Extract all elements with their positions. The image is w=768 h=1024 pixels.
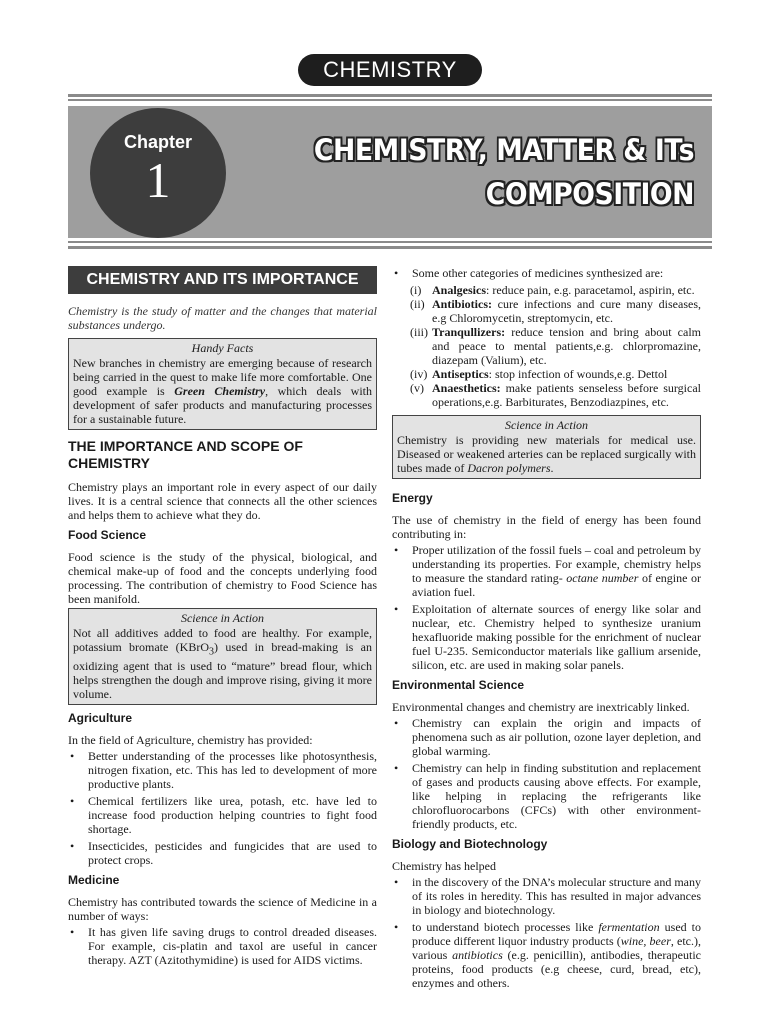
emphasis: Green Chemistry bbox=[174, 384, 266, 398]
chapter-number: 1 bbox=[145, 152, 171, 208]
term: Antibiotics: bbox=[432, 297, 492, 311]
category-item bbox=[410, 325, 701, 367]
list-item: • Exploitation of alternate sources of energy like solar and nuclear, etc. Chemistry helped to synthesize uranium hexafluoride making possible for the enrichment of nuclear fuel U-235. Semiconductor materials like gallium arsenide, silicon, etc. are used in making solar panels. bbox=[392, 602, 701, 672]
banner-rule bbox=[68, 94, 712, 97]
biology-heading: Biology and Biotechnology bbox=[392, 837, 548, 851]
emphasis: fermentation bbox=[598, 920, 660, 934]
text-run: cure infections and cure many diseases, e.g Chloromycetin, streptomycin, etc. bbox=[432, 297, 701, 325]
text-run: to understand biotech processes like bbox=[412, 920, 599, 934]
banner-rule bbox=[68, 241, 712, 243]
category-item bbox=[410, 367, 701, 381]
agriculture-intro: In the field of Agriculture, chemistry has provided: bbox=[68, 733, 313, 748]
text-run: : stop infection of wounds,e.g. Dettol bbox=[488, 367, 668, 381]
box-title: Science in Action bbox=[504, 418, 589, 432]
text-run: Not all additives added to food are healthy. For example, potassium bromate (KBrO bbox=[73, 626, 372, 654]
section-title: CHEMISTRY AND ITS IMPORTANCE bbox=[68, 266, 377, 294]
list-item: • in the discovery of the DNA’s molecular structure and many of its roles in heredity. This has resulted in major advances in biology and biotechnology. bbox=[392, 875, 701, 917]
agriculture-list bbox=[68, 749, 377, 867]
text-run: . bbox=[550, 461, 554, 475]
list-item: • Some other categories of medicines synthesized are: bbox=[392, 266, 701, 280]
right-column bbox=[392, 266, 701, 994]
energy-heading: Energy bbox=[392, 491, 433, 505]
energy-intro: The use of chemistry in the field of energy has been found contributing in: bbox=[392, 513, 701, 541]
category-item bbox=[410, 283, 701, 297]
medicine-heading: Medicine bbox=[68, 873, 120, 888]
emphasis: wine, beer bbox=[620, 934, 671, 948]
list-item: • It has given life saving drugs to control dreaded diseases. For example, cis-platin and taxol are useful in cancer therapy. AZT (Azitothymidine) is used for AIDS victims. bbox=[68, 925, 377, 967]
roman-numeral: (iii) bbox=[410, 325, 428, 339]
text-run: ) used in bread-making is an oxidizing agent that is used to “mature” bread flour, which helps strengthen the dough and improve rising, giving it more volume. bbox=[73, 640, 373, 702]
medical-science-box bbox=[392, 415, 701, 479]
list-item: • Insecticides, pesticides and fungicides that are used to protect crops. bbox=[68, 839, 377, 867]
text-run: , which deals with development of safer products and manufacturing processes for a sustainable future. bbox=[73, 384, 372, 426]
roman-numeral: (v) bbox=[410, 381, 424, 395]
food-heading: Food Science bbox=[68, 528, 147, 542]
chapter-title-line2: COMPOSITION bbox=[485, 177, 694, 211]
box-title: Handy Facts bbox=[191, 341, 254, 355]
text-run: : reduce pain, e.g. paracetamol, aspirin, etc. bbox=[486, 283, 695, 297]
text-run: reduce tension and bring about calm and peace to mental patients,e.g. chlorpromazine, diazepam (Valium), etc. bbox=[432, 325, 701, 367]
term: Antiseptics bbox=[432, 367, 489, 381]
environment-heading: Environmental Science bbox=[392, 678, 525, 692]
chapter-label: Chapter bbox=[123, 132, 192, 152]
environment-intro: Environmental changes and chemistry are inextricably linked. bbox=[392, 700, 690, 714]
left-column bbox=[68, 266, 377, 971]
chapter-title-line1: CHEMISTRY, MATTER & ITs bbox=[313, 133, 694, 167]
list-item: • Chemistry can explain the origin and impacts of phenomena such as air pollution, ozone layer depletion, and global warming. bbox=[392, 716, 701, 758]
environment-list bbox=[392, 716, 701, 831]
box-text bbox=[73, 356, 372, 426]
text-run: (e.g. penicillin), antibodies, therapeutic proteins, food products (e.g cheese, curd, bread, etc), enzymes and others. bbox=[412, 948, 701, 990]
text-run: New branches in chemistry are emerging because of research being carried in the quest to make life more comfortable. One good example is bbox=[73, 356, 372, 398]
list-item: • Chemical fertilizers like urea, potash, etc. have led to increase food production helping countries to fight food shortage. bbox=[68, 794, 377, 836]
box-text bbox=[397, 433, 696, 475]
category-item bbox=[410, 381, 701, 409]
emphasis: antibiotics bbox=[452, 948, 503, 962]
food-text: Food science is the study of the physical, biological, and chemical make-up of food and the concepts underlying food processing. The contribution of chemistry to Food Science has been manifold. bbox=[68, 550, 377, 606]
banner-rule bbox=[68, 99, 712, 101]
list-item: • Chemistry can help in finding substitution and replacement of gases and products causing above effects. For example, like helping in replacing the refrigerants like chlorofluorocarbons (CFCs) with other environment-friendly products, etc. bbox=[392, 761, 701, 831]
chapter-title bbox=[308, 128, 694, 216]
chapter-badge bbox=[90, 108, 226, 238]
text-run: Chemistry is providing new materials for medical use. Diseased or weakened arteries can be replaced surgically with tubes made of bbox=[397, 433, 696, 475]
roman-numeral: (iv) bbox=[410, 367, 428, 381]
medicine-intro: Chemistry has contributed towards the science of Medicine in a number of ways: bbox=[68, 895, 377, 924]
list-item: • Better understanding of the processes like photosynthesis, nitrogen fixation, etc. This has led to development of more productive plants. bbox=[68, 749, 377, 791]
biology-intro: Chemistry has helped bbox=[392, 859, 496, 873]
handy-facts-box bbox=[68, 338, 377, 430]
roman-numeral: (ii) bbox=[410, 297, 425, 311]
text-run: used to produce different liquor industry products ( bbox=[412, 920, 701, 948]
roman-numeral: (i) bbox=[410, 283, 422, 297]
banner-rule bbox=[68, 246, 712, 249]
text-run: make patients senseless before surgical operations,e.g. Barbiturates, Benzodiazpines, etc. bbox=[432, 381, 701, 409]
text-run: of engine or aviation fuel. bbox=[412, 571, 701, 599]
biology-list bbox=[392, 875, 701, 990]
intro-definition: Chemistry is the study of matter and the changes that material substances undergo. bbox=[68, 304, 377, 332]
subscript: 3 bbox=[209, 646, 214, 658]
agriculture-heading: Agriculture bbox=[68, 711, 133, 726]
term: Tranqullizers: bbox=[432, 325, 506, 339]
term: Analgesics bbox=[432, 283, 486, 297]
box-text bbox=[73, 626, 372, 701]
scope-text: Chemistry plays an important role in every aspect of our daily lives. It is a central science that connects all the other sciences and helps them to achieve what they do. bbox=[68, 480, 377, 522]
medicine-categories bbox=[410, 283, 701, 409]
category-item bbox=[410, 297, 701, 325]
energy-list bbox=[392, 543, 701, 672]
subject-header: CHEMISTRY bbox=[298, 54, 482, 86]
emphasis: Dacron polymers bbox=[467, 461, 551, 475]
medicine-more-list bbox=[392, 266, 701, 280]
term: Anaesthetics: bbox=[432, 381, 501, 395]
text-run: , etc.), various bbox=[412, 934, 701, 962]
list-item bbox=[392, 543, 701, 599]
scope-heading: THE IMPORTANCE AND SCOPE OF CHEMISTRY bbox=[68, 438, 303, 471]
food-science-box bbox=[68, 608, 377, 705]
text-run: Proper utilization of the fossil fuels – coal and petroleum by understanding its properties. For example, chemistry helps to measure the standard rating- bbox=[412, 543, 701, 585]
medicine-list bbox=[68, 925, 377, 967]
box-title: Science in Action bbox=[180, 611, 265, 625]
list-item bbox=[392, 920, 701, 990]
emphasis: octane number bbox=[566, 571, 639, 585]
